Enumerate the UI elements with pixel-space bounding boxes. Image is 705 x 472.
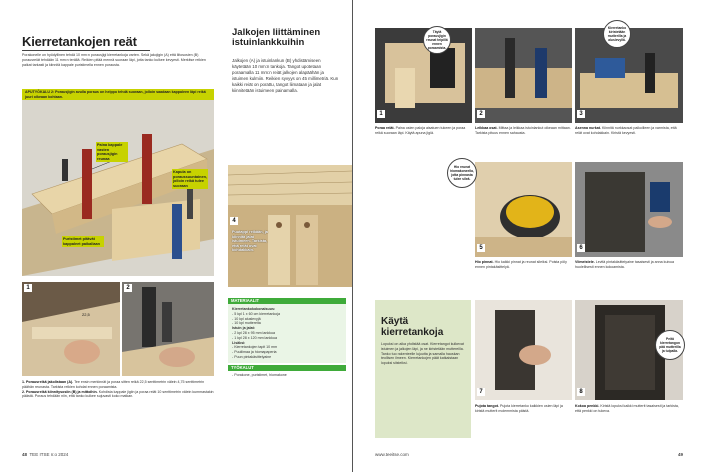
r-photo-3 xyxy=(575,28,683,123)
step2-caption: Kohdista kappale jigiin ja poraa reiät 10 senttimetrin välein kummastakin päästä. Poraus tehdään niin, että tanko kulkee sujuvasti koko matkan. xyxy=(22,389,214,399)
r-bubble-last: Peitä kierretangon pää mutterilla ja tulpalla. xyxy=(655,330,685,360)
step1-caption-bold: 1. Porausreikä jakolistaan (A). xyxy=(22,380,74,384)
materials-line: - 10 kpl aluslevyjä xyxy=(232,316,261,321)
r-photo-5 xyxy=(575,162,683,257)
r-photo-3-illustration xyxy=(575,28,683,123)
legs-step-number: 4 xyxy=(230,217,238,225)
right-page xyxy=(353,0,705,472)
r-num-6: 6 xyxy=(577,244,585,252)
materials-line: - Puuliimaa ja hiomapaperia xyxy=(232,350,277,355)
step2-photo xyxy=(122,282,214,376)
step-captions xyxy=(22,380,214,399)
step1-number: 1 xyxy=(24,284,32,292)
dimension-label: 22,5 xyxy=(82,312,90,317)
left-intro: Porakonelle on hyödyllinen tehdä 10 mm:n porausjigi kierretankoja varten. Sekä jakojigin (A) että liitososien (B) porausreiät tehdään 11 mm:n terällä. Reikien pitää mennä suoraan läpi, jotta tanko kulkee kevyesti. Merkitse reikien paikat tarkasti ja kiinnitä kappale puristimella ennen porausta. xyxy=(22,53,206,67)
r-photo-4-illustration xyxy=(475,162,572,257)
r-bubble-top: Täytä porausjigin reunat teipillä ennen poraamista. xyxy=(423,26,451,54)
materials-line: - Kierretankojen tapit 10 mm xyxy=(232,345,278,350)
r-photo-7-illustration xyxy=(475,300,572,400)
right-page-footer: www.teeitse.com xyxy=(375,452,409,457)
materials-line: Istuin ja jalat: xyxy=(232,326,255,331)
r-num-7: 7 xyxy=(477,388,485,396)
r-photo-2-illustration xyxy=(475,28,572,123)
photo-tag-2: Kapula on poraussuuntainen, jolloin reikä tulee suoraan xyxy=(173,170,207,188)
legs-photo-tag: Puutappi reikään, ja kiinnitä jalat istuimeen. Tarkista, että reiät ovat kohdakkain. xyxy=(232,230,268,253)
step1-illustration xyxy=(22,282,120,376)
left-title: Kierretankojen reät xyxy=(22,34,137,49)
r-num-1: 1 xyxy=(377,110,385,118)
r-photo-7 xyxy=(475,300,572,400)
jig-photo xyxy=(22,89,214,276)
r-num-3: 3 xyxy=(577,110,585,118)
step1-photo xyxy=(22,282,120,376)
middle-body: Jalkojen (A) ja istuinlankun (B) yhdistämiseen käytetään 10 mm:n tankoja. Tangot upotetaan poraamalla 11 mm:n reiät jalkojen alapäähän ja istuimen kulmiin. Reikien syvyys on 45 millimetriä. Kun kaikki reiät on porattu, tangot liimataan ja jalat kiinnitetään istuimeen painamalla. xyxy=(232,58,339,94)
photo-tag-3: Puristimet pitävät kappaleet paikallaan xyxy=(62,236,104,247)
step2-number: 2 xyxy=(124,284,132,292)
use-box xyxy=(375,300,471,438)
r-cap-5: Viimeistele. Levitä pintakäsittelyaine tasaisesti ja anna kuivua huolellisesti ennen kokoamista. xyxy=(575,260,675,269)
left-page xyxy=(0,0,352,472)
legs-illustration xyxy=(228,165,352,287)
legs-photo xyxy=(228,165,352,287)
r-num-2: 2 xyxy=(477,110,485,118)
step1-caption: Tee ensin merkinnät ja poraa sitten reikä 22,5 senttimetrin välein 4,75 senttimetrin päähän reunasta. Tarkista reikien kohdat ennen poraamista. xyxy=(22,380,205,389)
materials-line: - Puun pintakäsittelyaine xyxy=(232,354,272,359)
r-cap-7: Kokoa penkki. Kiristä lopuksi kaikki mutterit tasaisesti ja tarkista, että penkki on tukeva. xyxy=(575,404,679,413)
use-box-body: Lopuksi on aika yhdistää osat. Kierretangot kulkevat istuimen ja jalkojen läpi, ja ne kiristetään muttereilla. Tanko tuo rakenteelle lujuutta ja samalla hauskan teollisen ilmeen. Kierretankojen päät katkaistaan lopuksi siisteiksi. xyxy=(381,342,464,366)
left-page-number: 48 TEE ITSE n:o 2024 xyxy=(22,452,69,457)
photo-caption-top: APUTYÖKALU 2: Porausjigin avulla poraus on helppo tehdä suoraan, jolloin saadaan kappaleen läpi reikä juuri oikeaan kohtaan. xyxy=(22,89,214,100)
title-underline xyxy=(22,50,150,51)
r-num-8: 8 xyxy=(577,388,585,396)
materials-header: MATERIAALIT xyxy=(228,298,346,304)
middle-title: Jalkojen liittäminen istuinlankkuihin xyxy=(232,27,321,48)
r-num-5: 5 xyxy=(477,244,485,252)
materials-line: Kierretankokokonaisuus: xyxy=(232,307,276,311)
materials-line: - 5 kpl 1 x 60 cm kierretankoja xyxy=(232,311,280,316)
r-cap-4: Hio pinnat. Hio kaikki pinnat ja reunat sileiksi. Poista pöly ennen pintakäsittelyä. xyxy=(475,260,567,269)
materials-list xyxy=(228,304,346,363)
r-cap-3: Asenna nurkat. Kiinnitä nurkkaosat paikoilleen ja varmista, että reiät ovat kohdakkain. Kiristä kevyesti. xyxy=(575,126,677,135)
materials-line: - 2 kpl 28 x 95 mm lankkua xyxy=(232,330,275,335)
r-cap-6: Pujota tangot. Pujota kierretanko kaikkien osien läpi ja kiristä mutterit molemmista päistä. xyxy=(475,404,563,413)
tools-list: - Porakone, puristimet, hiomakone xyxy=(232,372,287,377)
r-cap-1: Poraa reiät. Paina osien paloja aisatuen tukeen ja poraa reikä suoraan läpi. Käytä apuna jigiä. xyxy=(375,126,466,135)
photo-tag-1: Paina kappale vasten porausjigin reunaa xyxy=(96,142,128,162)
step2-illustration xyxy=(122,282,214,376)
materials-line: Lisäksi: xyxy=(232,340,246,345)
r-bubble-right: Kierretanko kiristetään mutterilla ja aluslevyllä. xyxy=(603,20,631,48)
use-box-title: Käytä kierretankoja xyxy=(381,316,444,338)
materials-line: - 10 kpl muttereita xyxy=(232,321,261,326)
r-cap-2: Leikkaa osat. Mittaa ja leikkaa istuinlankut oikeaan mittaan. Tarkista pituus ennen sahausta. xyxy=(475,126,571,135)
step2-caption-bold: 2. Porausreikä kiinnitysosiin (B) ja mittoihin. xyxy=(22,389,98,394)
r-photo-4 xyxy=(475,162,572,257)
tools-header: TYÖKALUT xyxy=(228,365,346,371)
right-page-number: 49 xyxy=(677,452,683,457)
materials-line: - 1 kpl 28 x 120 mm lankkua xyxy=(232,335,277,340)
r-bubble-mid: Hio reunat hiomakoneella, jotta pinnasta tulee sileä. xyxy=(447,158,477,188)
r-photo-5-illustration xyxy=(575,162,683,257)
materials-box xyxy=(228,298,346,446)
r-photo-2 xyxy=(475,28,572,123)
